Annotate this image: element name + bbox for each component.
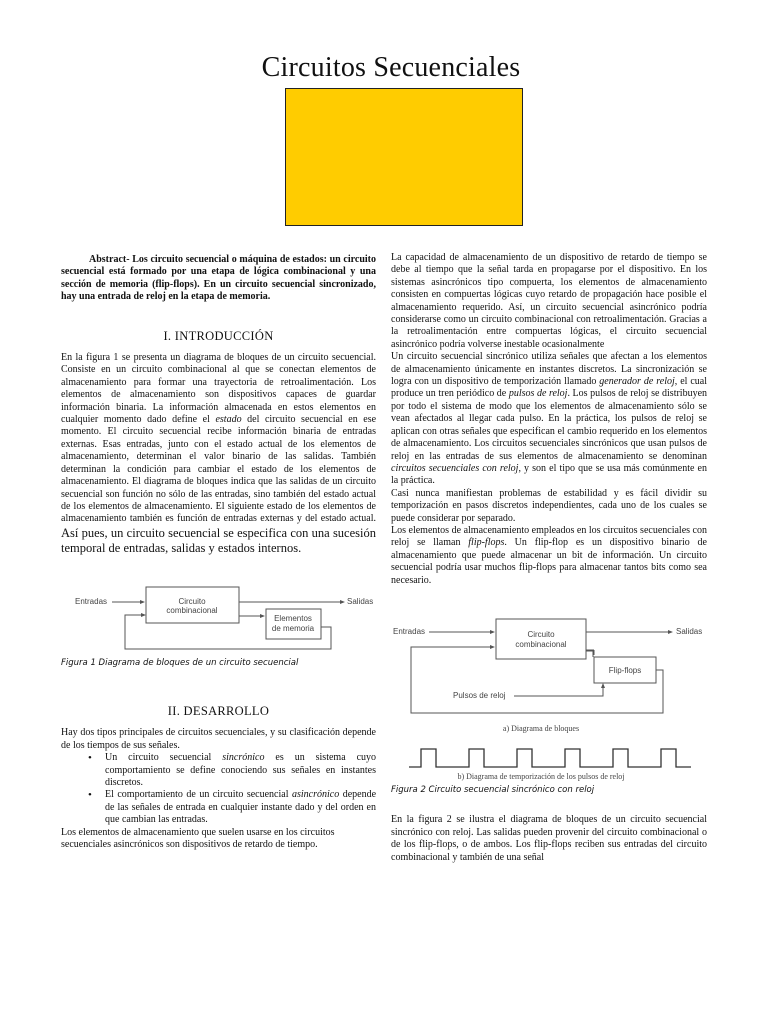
right-paragraph-1: La capacidad de almacenamiento de un dispositivo de retardo de tiempo se debe al tiempo que la señal tarda en propagarse por el dispositivo. En los sistemas asincrónicos tipo compuerta, los elementos de almacenamiento consisten en compuertas lógicas cuyo retardo de propagación hace posible el almacenamiento requerido. Así, un circuito secuencial asincrónico podría considerarse como un circuito combinacional con retroalimentación. Gracias a la retroalimentación entre compuertas lógicas, el circuito secuencial asincrónico podría volverse inestable ocasionalmente — [391, 252, 707, 350]
desarrollo-bullets — [61, 752, 376, 826]
fig2-subcaption-b: b) Diagrama de temporización de los pulsos de reloj — [457, 771, 625, 781]
right-paragraph-5: En la figura 2 se ilustra el diagrama de bloques de un circuito secuencial sincrónico con reloj. Las salidas pueden provenir del circuito combinacional o de los flip-flops, o de ambos. Los flip-flops reciben sus entradas del circuito combinacional y también de una señal — [391, 814, 707, 863]
figure-2-diagram — [391, 607, 707, 782]
fig2-subcaption-a: a) Diagrama de bloques — [502, 723, 580, 733]
intro-paragraph: En la figura 1 se presenta un diagrama de bloques de un circuito secuencial. Consiste en un circuito combinacional al que se conectan elementos de almacenamiento para formar una trayectoria de retroalimentación. Los elementos de almacenamiento son dispositivos capaces de guardar información binaria. La información almacenada en estos elementos en cualquier momento dado define el estado del circuito secuencial en ese momento. El circuito secuencial recibe información binaria de entradas externas. Esas entradas, junto con el estado actual de los elementos de almacenamiento, determinan el valor binario de las salidas. También determinan la condición para cambiar el estado de los elementos de almacenamiento. El diagrama de bloques indica que las salidas de un circuito secuencial son función no sólo de las entradas, sino también del estado actual de los elementos de almacenamiento. El siguiente estado de los elementos de almacenamiento también es función de entradas externas y del estado actual. Así pues, un circuito secuencial se especifica con una sucesión temporal de entradas, salidas y estados internos. — [61, 352, 377, 556]
fig1-inputs-label: Entradas — [75, 596, 108, 606]
left-column — [61, 254, 376, 851]
fig2-comb-label-1: Circuito — [527, 629, 555, 639]
fig2-comb-block — [496, 619, 586, 659]
right-paragraph-2: Un circuito secuencial sincrónico utiliza señales que afectan a los elementos de almacenamiento únicamente en instantes discretos. La sincronización se logra con un dispositivo de temporización llamado generador de reloj, el cual produce un tren periódico de pulsos de reloj. Los pulsos de reloj se distribuyen por todo el sistema de modo que los elementos de almacenamiento sólo se vean afectados al llegar cada pulso. En la práctica, los pulsos de reloj se aplican con otras señales que especifican el cambio requerido en los elementos de almacenamiento. Los circuitos secuenciales sincrónicos que usan pulsos de reloj en las entradas de sus elementos de almacenamiento se denominan circuitos secuenciales con reloj, y son el tipo que se usa más comúnmente en la práctica. — [391, 351, 708, 487]
right-column — [391, 252, 707, 864]
fig2-inputs-label: Entradas — [393, 626, 426, 636]
figure-2-caption: Figura 2 Circuito secuencial sincrónico con reloj — [391, 784, 595, 795]
desarrollo-closing: Los elementos de almacenamiento que suelen usarse en los circuitos secuenciales asincrónicos son dispositivos de retardo de tiempo. — [61, 826, 335, 850]
fig2-clock-label: Pulsos de reloj — [453, 690, 506, 700]
desarrollo-heading: II. DESARROLLO — [167, 703, 270, 718]
desarrollo-intro: Hay dos tipos principales de circuitos secuenciales, y su clasificación depende de los tiempos de sus señales. — [61, 727, 376, 751]
right-paragraph-4: Los elementos de almacenamiento empleados en los circuitos secuenciales con reloj se llaman flip-flops. Un flip-flop es un dispositivo binario de almacenamiento que puede almacenar un bit de información. Un circuito secuencial podría usar muchos flip-flops para almacenar tantos bits como sea necesario. — [391, 524, 707, 586]
fig1-memory-label-2: de memoria — [271, 623, 315, 633]
bullet-asincronico: • El comportamiento de un circuito secuencial asincrónico depende de las señales de entrada en cualquier instante dado y del orden en que cambian las entradas. — [61, 789, 376, 826]
abstract: Abstract- Los circuito secuencial o máquina de estados: un circuito secuencial está formado por una etapa de lógica combinacional y una sección de memoria (flip-flops). En un circuito secuencial sincronizado, hay una entrada de reloj en la etapa de memoria. — [61, 254, 376, 303]
right-paragraph-3: Casi nunca manifiestan problemas de estabilidad y es fácil dividir su temporización en pasos discretos independientes, cada uno de los cuales se puede considerar por separado. — [391, 487, 707, 524]
fig2-outputs-label: Salidas — [676, 626, 703, 636]
fig2-flipflops-label: Flip-flops — [608, 665, 642, 675]
clock-pulse-train — [409, 749, 691, 767]
page-title: Circuitos Secuenciales — [261, 52, 521, 83]
fig1-outputs-label: Salidas — [347, 596, 374, 606]
intro-heading: I. INTRODUCCIÓN — [163, 328, 274, 343]
fig1-comb-label-2: combinacional — [166, 605, 218, 615]
bullet-sincronico: • Un circuito secuencial sincrónico es un sistema cuyo comportamiento se define conociendo sus señales en instantes discretos. — [61, 752, 376, 789]
fig1-comb-label-1: Circuito — [178, 596, 206, 606]
figure-1-diagram — [61, 575, 376, 655]
figure-1-caption: Figura 1 Diagrama de bloques de un circuito secuencial — [61, 657, 299, 668]
fig2-comb-label-2: combinacional — [515, 639, 567, 649]
title-placeholder-box — [285, 88, 523, 226]
fig1-memory-label-1: Elementos — [274, 613, 312, 623]
